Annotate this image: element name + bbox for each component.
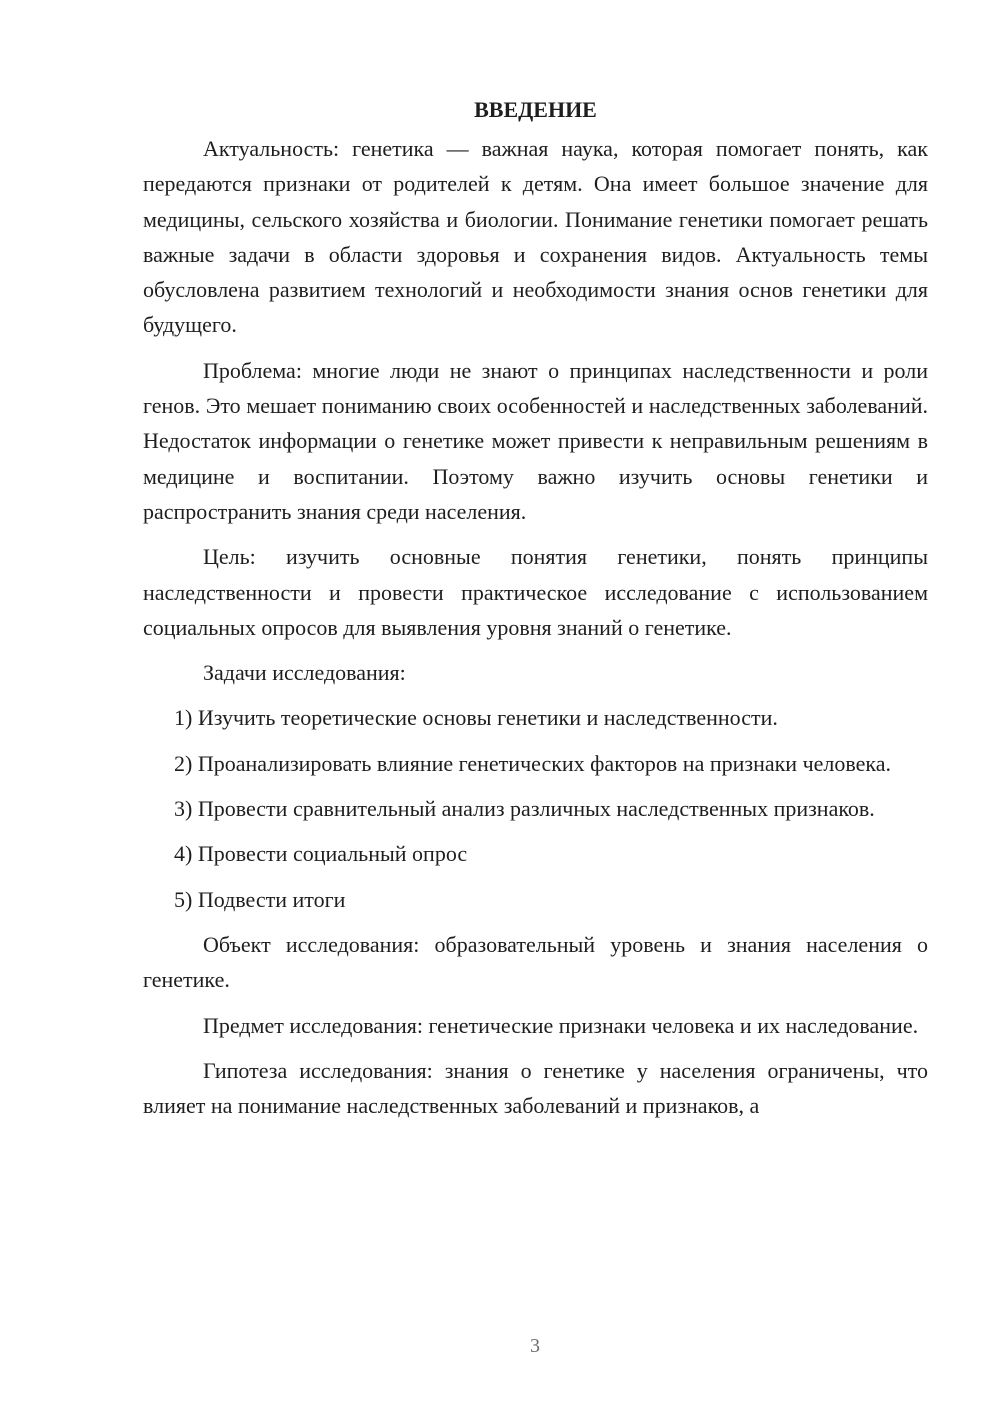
paragraph-tasks-title: Задачи исследования: [203,660,406,686]
paragraph-goal: Цель: изучить основные понятия генетики, понять принципы наследственности и провести практическое исследование с использованием социальных опросов для выявления уровня знаний о генетике. [143,544,928,640]
page-number: 3 [530,1335,540,1357]
section-heading: ВВЕДЕНИЕ [474,97,597,122]
task-item-2: 2) Проанализировать влияние генетических факторов на признаки человека. [174,750,892,776]
paragraph-hypothesis: Гипотеза исследования: знания о генетике у населения ограничены, что влияет на понимание наследственных заболеваний и признаков, а [143,1057,928,1119]
page-content [143,92,928,1133]
paragraph-problem: Проблема: многие люди не знают о принципах наследственности и роли генов. Это мешает пониманию своих особенностей и наследственных заболеваний. Недостаток информации о генетике может привести к неправильным решениям в медицине и воспитании. Поэтому важно изучить основы генетики и распространить знания среди населения. [143,357,928,524]
task-item-3: 3) Провести сравнительный анализ различных наследственных признаков. [174,796,875,822]
paragraph-relevance: Актуальность: генетика — важная наука, которая помогает понять, как передаются признаки от родителей к детям. Она имеет большое значение для медицины, сельского хозяйства и биологии. Понимание генетики помогает решать важные задачи в области здоровья и сохранения видов. Актуальность темы обусловлена развитием технологий и необходимости знания основ генетики для будущего. [143,136,928,338]
task-item-1: 1) Изучить теоретические основы генетики и наследственности. [174,705,778,731]
task-item-4: 4) Провести социальный опрос [174,841,468,867]
task-item-5: 5) Подвести итоги [174,886,346,912]
paragraph-subject: Предмет исследования: генетические признаки человека и их наследование. [203,1012,919,1038]
paragraph-object: Объект исследования: образовательный уровень и знания населения о генетике. [143,931,928,993]
